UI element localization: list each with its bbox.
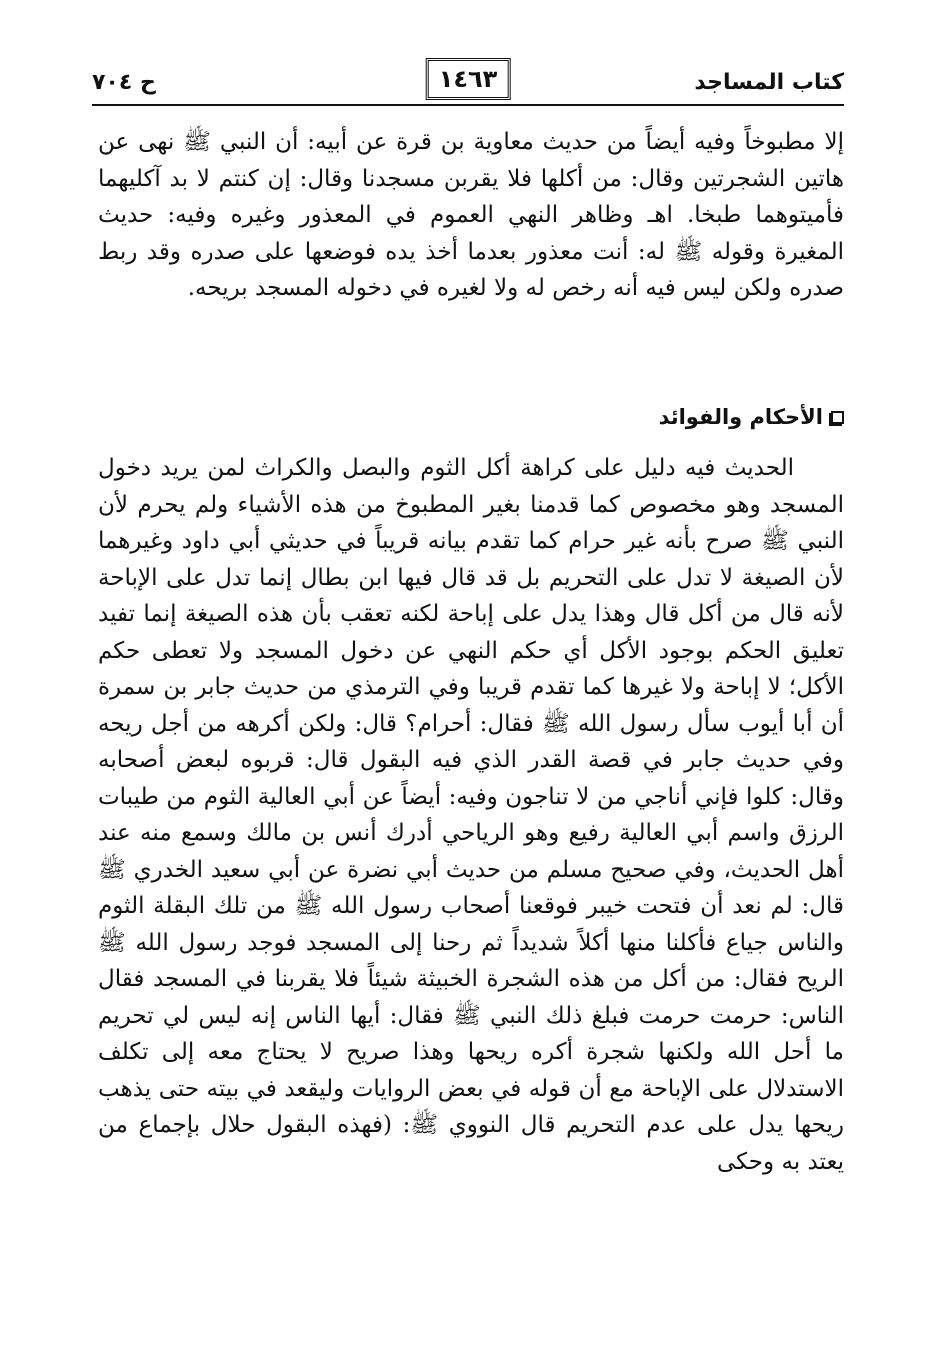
- square-outline-icon: [831, 411, 844, 424]
- page-number: ١٤٦٣: [426, 58, 511, 100]
- paragraph-1: إلا مطبوخاً وفيه أيضاً من حديث معاوية بن قرة عن أبيه: أن النبي ﷺ نهى عن هاتين الشجرتين وقال: من أكلها فلا يقربن مسجدنا وقال: إن كنتم لا بد آكليهما فأميتوهما طبخا. اهـ وظاهر النهي العموم في المعذور وغيره وفيه: حديث المغيرة وقوله ﷺ له: أنت معذور بعدما أخذ يده فوضعها على صدره وقد ربط صدره ولكن ليس فيه أنه رخص له ولا لغيره في دخوله المسجد بريحه.: [98, 129, 844, 301]
- paragraph-2: الحديث فيه دليل على كراهة أكل الثوم والبصل والكراث لمن يريد دخول المسجد وهو مخصوص كما قدمنا بغير المطبوخ من هذه الأشياء ولم يحرم لأن النبي ﷺ صرح بأنه غير حرام كما تقدم بيانه قريباً في حديثي أبي داود وغيرهما لأن الصيغة لا تدل على التحريم بل قد قال فيها ابن بطال إنما تدل على الإباحة لأنه قال من أكل قال وهذا يدل على إباحة لكنه تعقب بأن هذه الصيغة إنما تفيد تعليق الحكم بوجود الأكل أي حكم النهي عن دخول المسجد ولا تعطى حكم الأكل؛ لا إباحة ولا غيرها كما تقدم قريبا وفي الترمذي من حديث جابر بن سمرة أن أبا أيوب سأل رسول الله ﷺ فقال: أحرام؟ قال: ولكن أكرهه من أجل ريحه وفي حديث جابر في قصة القدر الذي فيه البقول قال: قربوه لبعض أصحابه وقال: كلوا فإني أناجي من لا تناجون وفيه: أيضاً عن أبي العالية الثوم من طيبات الرزق واسم أبي العالية رفيع وهو الرياحي أدرك أنس بن مالك وسمع منه عند أهل الحديث، وفي صحيح مسلم من حديث أبي نضرة عن أبي سعيد الخدري ﷺ قال: لم نعد أن فتحت خيبر فوقعنا أصحاب رسول الله ﷺ من تلك البقلة الثوم والناس جياع فأكلنا منها أكلاً شديداً ثم رحنا إلى المسجد فوجد رسول الله ﷺ الريح فقال: من أكل من هذه الشجرة الخبيثة شيئاً فلا يقربنا في المسجد فقال الناس: حرمت حرمت فبلغ ذلك النبي ﷺ فقال: أيها الناس إنه ليس لي تحريم ما أحل الله ولكنها شجرة أكره ريحها وهذا صريح لا يحتاج معه إلى تكلف الاستدلال على الإباحة مع أن قوله في بعض الروايات وليقعد في بيته حتى يذهب ريحها يدل على عدم التحريم قال النووي ﷺ: (فهذه البقول حلال بإجماع من يعتد به وحكى: [98, 455, 844, 1175]
- section-heading: [659, 405, 844, 429]
- hadith-reference: ح ٧٠٤: [92, 70, 156, 95]
- page-header: [92, 58, 844, 106]
- book-title: كتاب المساجد: [694, 70, 844, 95]
- section-heading-text: الأحكام والفوائد: [658, 405, 823, 429]
